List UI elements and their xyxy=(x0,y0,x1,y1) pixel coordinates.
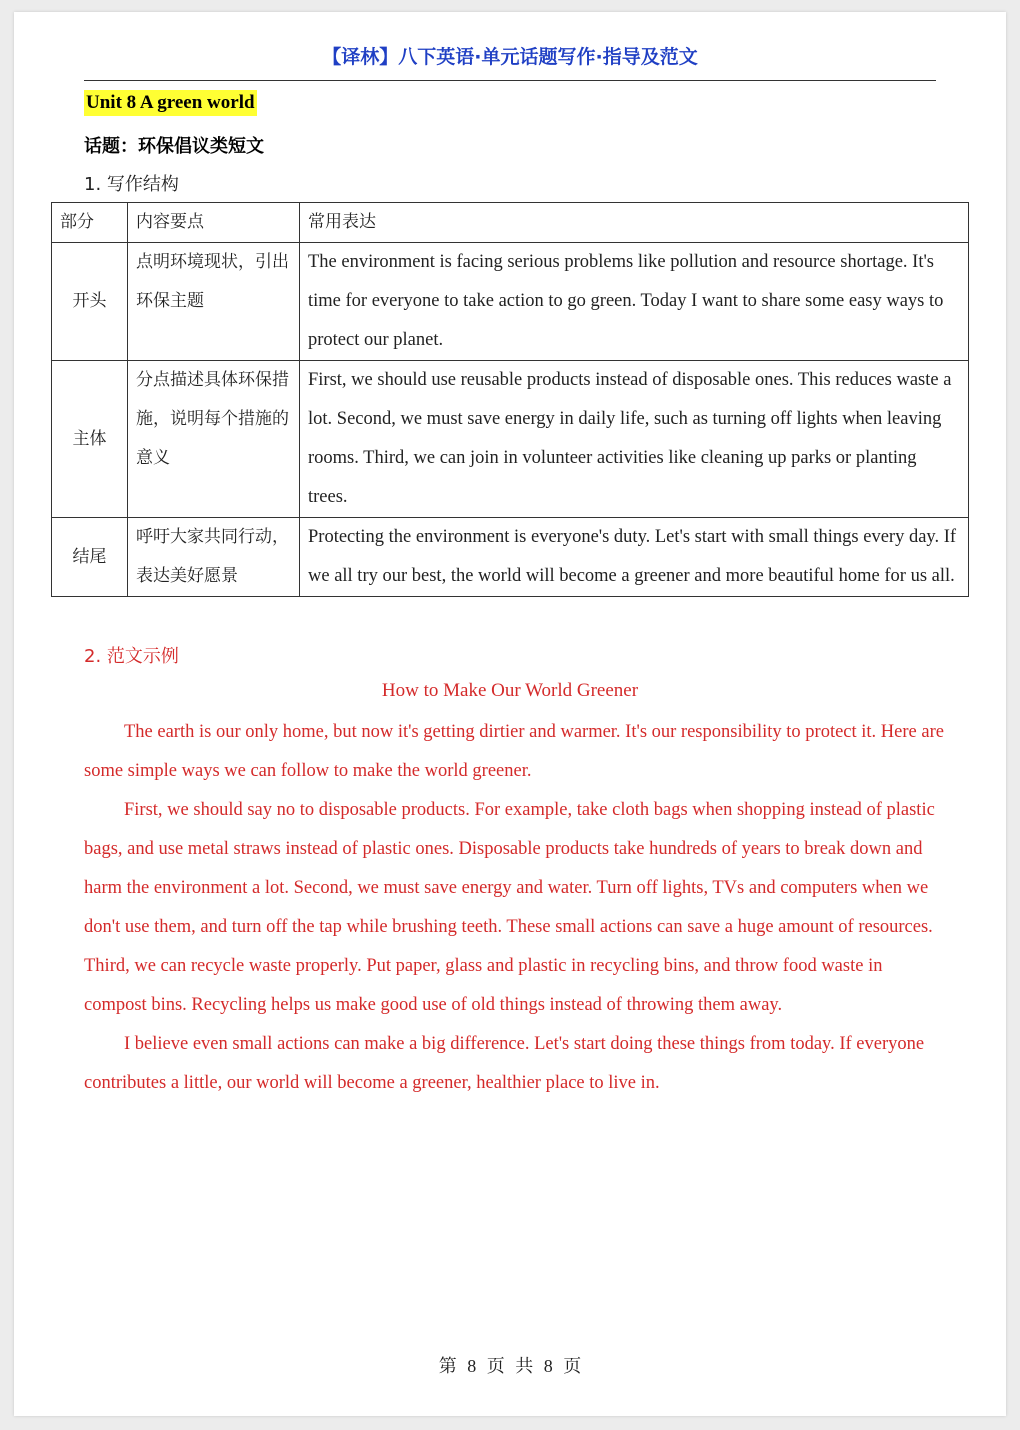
table-row xyxy=(52,361,969,518)
table-header-cell: 常用表达 xyxy=(300,203,969,243)
row-expressions: First, we should use reusable products instead of disposable ones. This reduces waste a lot. Second, we must save energy in daily life, such as turning off lights when leaving rooms. Third, we can join in volunteer activities like cleaning up parks or planting trees. xyxy=(300,361,969,518)
header-divider xyxy=(84,80,936,81)
unit-title: Unit 8 A green world xyxy=(84,90,257,116)
writing-structure-table xyxy=(51,202,969,597)
row-points: 点明环境现状，引出环保主题 xyxy=(128,243,300,361)
row-part: 结尾 xyxy=(52,518,128,597)
essay-paragraph: The earth is our only home, but now it's getting dirtier and warmer. It's our responsibility to protect it. Here are some simple ways we can follow to make the world greener. xyxy=(84,722,944,781)
row-part: 开头 xyxy=(52,243,128,361)
document-page xyxy=(14,12,1006,1416)
header-title: 【译林】八下英语·单元话题写作·指导及范文 xyxy=(322,46,698,68)
essay-title: How to Make Our World Greener xyxy=(381,680,639,701)
table-header-cell: 内容要点 xyxy=(128,203,300,243)
table-row xyxy=(52,518,969,597)
row-points: 呼吁大家共同行动，表达美好愿景 xyxy=(128,518,300,597)
table-row xyxy=(52,243,969,361)
section-2-heading: 2. 范文示例 xyxy=(84,646,179,667)
row-expressions: Protecting the environment is everyone's duty. Let's start with small things every day. If we all try our best, the world will become a greener and more beautiful home for us all. xyxy=(300,518,969,597)
row-part: 主体 xyxy=(52,361,128,518)
topic-heading: 话题：环保倡议类短文 xyxy=(84,136,264,157)
essay-body xyxy=(84,713,946,1103)
row-expressions: The environment is facing serious problems like pollution and resource shortage. It's time for everyone to take action to go green. Today I want to share some easy ways to protect our planet. xyxy=(300,243,969,361)
row-points: 分点描述具体环保措施，说明每个措施的意义 xyxy=(128,361,300,518)
table-header-row xyxy=(52,203,969,243)
essay-paragraph: First, we should say no to disposable products. For example, take cloth bags when shopping instead of plastic bags, and use metal straws instead of plastic ones. Disposable products take hundreds of years to break down and harm the environment a lot. Second, we must save energy and water. Turn off lights, TVs and computers when we don't use them, and turn off the tap while brushing teeth. These small actions can save a huge amount of resources. Third, we can recycle waste properly. Put paper, glass and plastic in recycling bins, and throw food waste in compost bins. Recycling helps us make good use of old things instead of throwing them away. xyxy=(84,800,935,1015)
section-1-heading: 1. 写作结构 xyxy=(84,174,179,195)
page-number: 第 8 页 共 8 页 xyxy=(438,1356,582,1376)
essay-paragraph: I believe even small actions can make a big difference. Let's start doing these things from today. If everyone contributes a little, our world will become a greener, healthier place to live in. xyxy=(84,1034,925,1093)
table-header-cell: 部分 xyxy=(52,203,128,243)
